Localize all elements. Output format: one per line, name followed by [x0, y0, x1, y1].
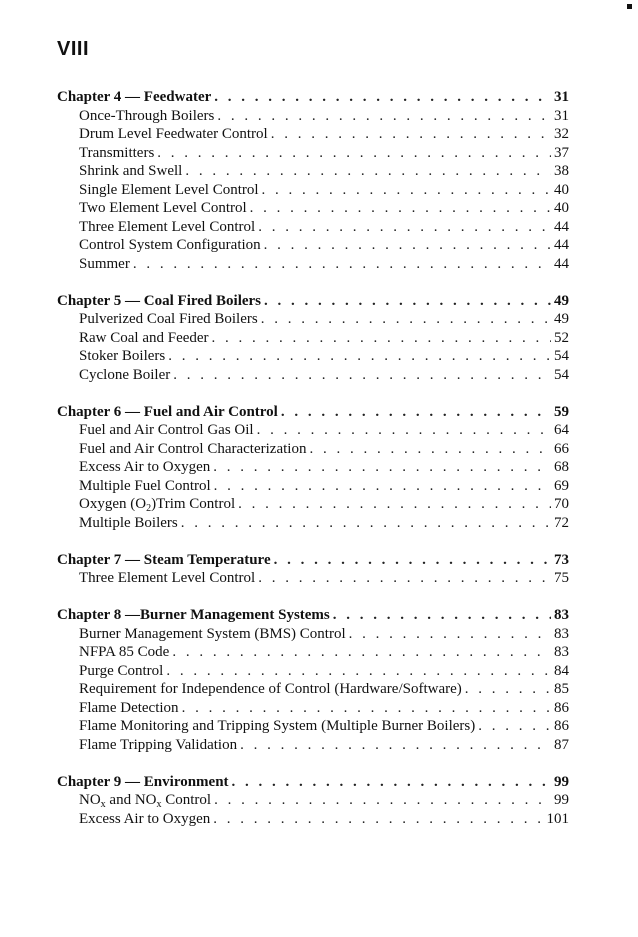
chapter-title: Chapter 7 — Steam Temperature	[57, 551, 271, 568]
entry-page-number: 49	[554, 311, 569, 327]
chapter-title: Chapter 8 —Burner Management Systems	[57, 607, 330, 623]
entry-page-number: 44	[554, 218, 569, 235]
dot-leader	[213, 810, 543, 829]
dot-leader	[172, 643, 551, 662]
entry-title-text: Single Element Level Control	[79, 181, 259, 198]
toc-entry[interactable]	[57, 255, 569, 274]
dot-leader	[232, 773, 551, 792]
dot-leader	[281, 403, 551, 422]
toc-entry[interactable]	[57, 218, 569, 237]
entry-title-text: Multiple Fuel Control	[79, 477, 211, 494]
dot-leader	[133, 255, 551, 274]
dot-leader	[181, 514, 551, 533]
entry-page-number: 72	[554, 514, 569, 531]
entry-title	[79, 329, 209, 348]
entry-title-text: Three Element Level Control	[79, 218, 256, 235]
dot-leader	[238, 495, 551, 514]
chapter-block	[57, 292, 569, 385]
chapter-title: Chapter 9 — Environment	[57, 773, 229, 790]
dot-leader	[258, 569, 551, 588]
chapter-block	[57, 773, 569, 829]
dot-leader	[182, 699, 551, 718]
dot-leader	[258, 218, 551, 237]
toc-chapter-heading[interactable]	[57, 773, 569, 792]
toc-entry[interactable]	[57, 366, 569, 385]
toc-entry[interactable]	[57, 347, 569, 366]
entry-title	[79, 717, 475, 736]
entry-page-number: 83	[554, 644, 569, 660]
entry-title-text: Shrink and Swell	[79, 163, 183, 179]
chapter-title: Chapter 6 — Fuel and Air Control	[57, 403, 278, 420]
dot-leader	[250, 199, 551, 218]
entry-page-number: 70	[554, 496, 569, 512]
entry-title-text: NO	[79, 792, 101, 808]
toc-entry[interactable]	[57, 440, 569, 459]
toc-entry[interactable]	[57, 107, 569, 126]
entry-title-text: Burner Management System (BMS) Control	[79, 625, 346, 642]
chapter-block	[57, 403, 569, 533]
entry-title	[79, 440, 306, 459]
entry-title-text: Control System Configuration	[79, 237, 261, 253]
entry-title	[79, 477, 211, 496]
entry-title	[79, 458, 210, 477]
toc-entry[interactable]	[57, 569, 569, 588]
toc-entry[interactable]	[57, 680, 569, 699]
dot-leader	[264, 236, 551, 255]
dot-leader	[214, 791, 551, 810]
subscript: x	[100, 799, 106, 810]
dot-leader	[264, 292, 551, 311]
entry-title-text: and NO	[105, 792, 157, 808]
toc-entry[interactable]	[57, 662, 569, 681]
entry-title-text: Drum Level Feedwater Control	[79, 126, 268, 142]
dot-leader	[349, 625, 551, 644]
entry-title-text: Control	[161, 792, 212, 808]
dot-leader	[217, 107, 551, 126]
entry-title-text: Flame Tripping Validation	[79, 736, 238, 753]
entry-page-number: 54	[554, 366, 569, 383]
toc-chapter-heading[interactable]	[57, 403, 569, 422]
toc-entry[interactable]	[57, 736, 569, 755]
toc-entry[interactable]	[57, 495, 569, 514]
entry-title	[79, 236, 261, 255]
entry-title	[79, 347, 165, 366]
entry-page-number: 31	[554, 107, 569, 124]
dot-leader	[166, 662, 551, 681]
entry-title-text: Fuel and Air Control Gas Oil	[79, 422, 254, 438]
entry-title-text: Two Element Level Control	[79, 200, 247, 216]
entry-title	[79, 162, 182, 181]
entry-page-number: 44	[554, 237, 569, 253]
chapter-page-number: 83	[554, 607, 569, 623]
entry-page-number: 85	[554, 681, 569, 697]
toc-entry[interactable]	[57, 125, 569, 144]
toc-entry[interactable]	[57, 717, 569, 736]
entry-title-text: Flame Detection	[79, 699, 179, 716]
entry-page-number: 87	[554, 736, 569, 753]
entry-page-number: 75	[554, 570, 569, 586]
chapter-page-number: 31	[554, 89, 569, 105]
chapter-block	[57, 88, 569, 273]
subscript: 2	[146, 503, 152, 514]
entry-title	[79, 625, 346, 644]
entry-title-text: Three Element Level Control	[79, 570, 256, 586]
toc-chapter-heading[interactable]	[57, 551, 569, 570]
entry-page-number: 38	[554, 163, 569, 179]
dot-leader	[261, 310, 551, 329]
chapter-page-number: 99	[554, 773, 569, 790]
dot-leader	[185, 162, 551, 181]
entry-title	[79, 310, 258, 329]
corner-mark	[627, 4, 632, 9]
subscript: x	[156, 799, 162, 810]
dot-leader	[212, 329, 551, 348]
entry-page-number: 99	[554, 792, 569, 808]
chapter-title: Chapter 5 — Coal Fired Boilers	[57, 292, 262, 309]
entry-page-number: 54	[554, 348, 569, 364]
dot-leader	[168, 347, 551, 366]
toc-chapter-heading[interactable]	[57, 292, 569, 311]
entry-page-number: 68	[554, 459, 569, 475]
entry-title-text: Excess Air to Oxygen	[79, 459, 211, 475]
toc-entry[interactable]	[57, 144, 569, 163]
entry-title-text: Excess Air to Oxygen	[79, 810, 211, 827]
entry-title	[79, 662, 163, 681]
entry-title	[79, 680, 462, 699]
toc-entry[interactable]	[57, 458, 569, 477]
entry-title-text: Pulverized Coal Fired Boilers	[79, 311, 258, 327]
entry-title	[79, 181, 259, 200]
toc-entry[interactable]	[57, 329, 569, 348]
entry-title	[79, 255, 130, 274]
entry-title	[79, 421, 254, 440]
toc-entry[interactable]	[57, 791, 569, 810]
chapter-page-number: 59	[554, 403, 569, 420]
entry-title	[79, 125, 268, 144]
entry-page-number: 40	[554, 200, 569, 216]
entry-title	[79, 366, 170, 385]
dot-leader	[173, 366, 551, 385]
toc-entry[interactable]	[57, 421, 569, 440]
entry-title	[79, 514, 178, 533]
dot-leader	[478, 717, 551, 736]
entry-title-text: NFPA 85 Code	[79, 644, 170, 660]
entry-title	[79, 199, 247, 218]
page-number: VIII	[57, 38, 90, 60]
entry-page-number: 37	[554, 144, 569, 161]
dot-leader	[213, 458, 551, 477]
dot-leader	[240, 736, 551, 755]
toc-entry[interactable]	[57, 643, 569, 662]
dot-leader	[465, 680, 551, 699]
entry-title-text: Transmitters	[79, 144, 155, 161]
toc-chapter-heading[interactable]	[57, 606, 569, 625]
chapter-block	[57, 551, 569, 588]
entry-title-text: Oxygen (O	[79, 496, 147, 512]
toc-entry[interactable]	[57, 477, 569, 496]
chapter-block	[57, 606, 569, 754]
toc-entry[interactable]	[57, 199, 569, 218]
entry-title-text: Purge Control	[79, 662, 164, 679]
entry-title	[79, 569, 255, 588]
entry-title-text: Stoker Boilers	[79, 348, 166, 364]
entry-title-text: Flame Monitoring and Tripping System (Multiple Burner Boilers)	[79, 718, 476, 734]
dot-leader	[262, 181, 551, 200]
entry-page-number: 64	[554, 422, 569, 438]
chapter-page-number: 73	[554, 551, 569, 568]
toc-chapter-heading[interactable]	[57, 88, 569, 107]
entry-title-text: Cyclone Boiler	[79, 366, 171, 383]
toc-entry[interactable]	[57, 699, 569, 718]
entry-page-number: 44	[554, 255, 569, 272]
entry-title	[79, 699, 179, 718]
entry-page-number: 69	[554, 477, 569, 494]
toc-entry[interactable]	[57, 162, 569, 181]
entry-page-number: 86	[554, 718, 569, 734]
dot-leader	[271, 125, 551, 144]
toc-entry[interactable]	[57, 810, 569, 829]
dot-leader	[214, 88, 551, 107]
toc-entry[interactable]	[57, 236, 569, 255]
entry-title-text: Multiple Boilers	[79, 514, 178, 531]
entry-title	[79, 144, 154, 163]
toc-entry[interactable]	[57, 310, 569, 329]
toc-entry[interactable]	[57, 514, 569, 533]
entry-title	[79, 810, 210, 829]
entry-page-number: 86	[554, 699, 569, 716]
table-of-contents	[57, 88, 569, 847]
toc-entry[interactable]	[57, 181, 569, 200]
entry-page-number: 83	[554, 625, 569, 642]
entry-page-number: 52	[554, 329, 569, 346]
entry-page-number: 40	[554, 181, 569, 198]
dot-leader	[274, 551, 551, 570]
dot-leader	[257, 421, 551, 440]
entry-title-text: Fuel and Air Control Characterization	[79, 440, 307, 457]
toc-entry[interactable]	[57, 625, 569, 644]
entry-page-number: 66	[554, 440, 569, 457]
dot-leader	[214, 477, 551, 496]
entry-page-number: 84	[554, 662, 569, 679]
entry-title-text: Summer	[79, 255, 130, 272]
entry-title-text: Requirement for Independence of Control (Hardware/Software)	[79, 681, 462, 697]
dot-leader	[309, 440, 551, 459]
chapter-page-number: 49	[554, 292, 569, 309]
entry-title	[79, 107, 214, 126]
entry-title-text: Once-Through Boilers	[79, 107, 215, 124]
entry-page-number: 101	[546, 810, 569, 827]
dot-leader	[333, 606, 551, 625]
entry-page-number: 32	[554, 126, 569, 142]
dot-leader	[157, 144, 551, 163]
entry-title	[79, 218, 255, 237]
entry-title-text: Raw Coal and Feeder	[79, 329, 209, 346]
entry-title	[79, 736, 237, 755]
entry-title	[79, 643, 169, 662]
entry-title-text: )Trim Control	[151, 496, 236, 512]
chapter-title: Chapter 4 — Feedwater	[57, 89, 212, 105]
